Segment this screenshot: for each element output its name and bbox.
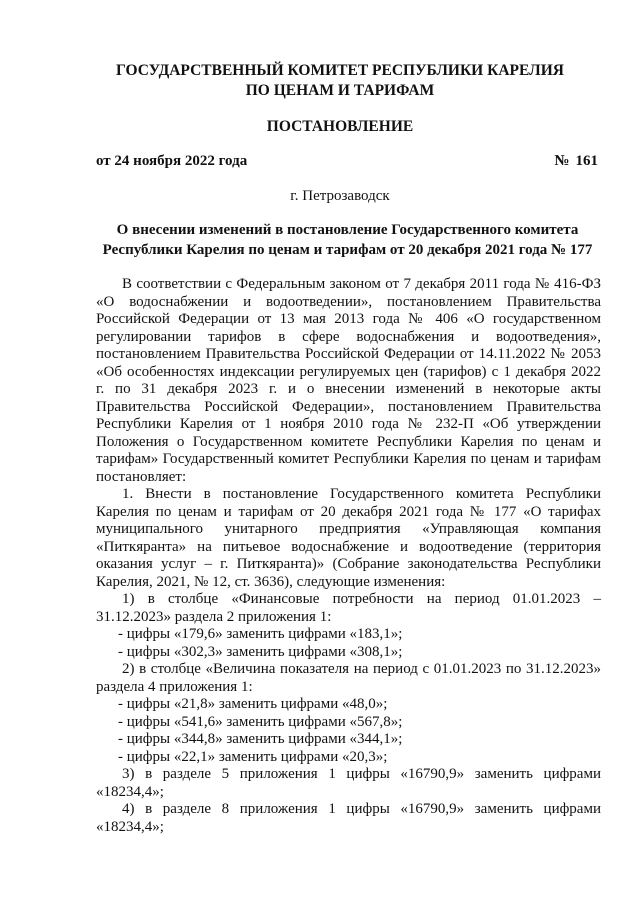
- subject-line1: О внесении изменений в постановление Государственного комитета: [116, 222, 579, 238]
- item-1-paragraph: 1. Внести в постановление Государственного комитета Республики Карелия по ценам и тарифам от 20 декабря 2021 года № 177 «О тарифах муниципального унитарного предприятия «Управляющая компания «Питкяранта» на питьевое водоснабжение и водоотведение (территория оказания услуг – г. Питкяранта)» (Собрание законодательства Республики Карелия, 2021, № 12, ст. 3636), следующие изменения:: [96, 486, 601, 590]
- subitem-4: 4) в разделе 8 приложения 1 цифры «16790,9» заменить цифрами «18234,4»;: [96, 801, 601, 835]
- subitem-3: 3) в разделе 5 приложения 1 цифры «16790,9» заменить цифрами «18234,4»;: [96, 766, 601, 800]
- document-type: ПОСТАНОВЛЕНИЕ: [266, 118, 414, 135]
- subitem-2-change-d: - цифры «22,1» заменить цифрами «20,3»;: [118, 748, 388, 765]
- subitem-2-change-b: - цифры «541,6» заменить цифрами «567,8»;: [118, 713, 403, 730]
- subitem-2-change-a: - цифры «21,8» заменить цифрами «48,0»;: [118, 696, 388, 712]
- city: г. Петрозаводск: [290, 188, 390, 204]
- subject-line2: Республики Карелия по ценам и тарифам от 20 декабря 2021 года № 177: [102, 242, 593, 258]
- number-label: №: [554, 153, 570, 169]
- document-date: от 24 ноября 2022 года: [96, 153, 248, 169]
- committee-name-line2: ПО ЦЕНАМ И ТАРИФАМ: [245, 82, 435, 99]
- subitem-1-change-a: - цифры «179,6» заменить цифрами «183,1»;: [118, 626, 403, 642]
- document-subject: [90, 220, 605, 260]
- subitem-2-change-c: - цифры «344,8» заменить цифрами «344,1»;: [118, 731, 403, 747]
- number-value: 161: [575, 153, 598, 169]
- document-body: [96, 276, 601, 836]
- document-number: [554, 153, 598, 170]
- subitem-1: 1) в столбце «Финансовые потребности на период 01.01.2023 – 31.12.2023» раздела 2 приложения 1:: [96, 591, 601, 625]
- committee-name-line1: ГОСУДАРСТВЕННЫЙ КОМИТЕТ РЕСПУБЛИКИ КАРЕЛИЯ: [116, 62, 564, 79]
- subitem-2: 2) в столбце «Величина показателя на период с 01.01.2023 по 31.12.2023» раздела 4 приложения 1:: [96, 661, 601, 695]
- subitem-1-change-b: - цифры «302,3» заменить цифрами «308,1»;: [118, 643, 403, 660]
- preamble-paragraph: В соответствии с Федеральным законом от 7 декабря 2011 года № 416-ФЗ «О водоснабжении и водоотведении», постановлением Правительства Российской Федерации от 13 мая 2013 года № 406 «О государственном регулировании тарифов в сфере водоснабжения и водоотведения», постановлением Правительства Российской Федерации от 14.11.2022 № 2053 «Об особенностях индексации регулируемых цен (тарифов) с 1 декабря 2022 г. по 31 декабря 2023 г. и о внесении изменений в некоторые акты Правительства Российской Федерации», постановлением Правительства Республики Карелия от 1 ноября 2010 года № 232-П «Об утверждении Положения о Государственном комитете Республики Карелия по ценам и тарифам» Государственный комитет Республики Карелия по ценам и тарифам постановляет:: [96, 276, 601, 485]
